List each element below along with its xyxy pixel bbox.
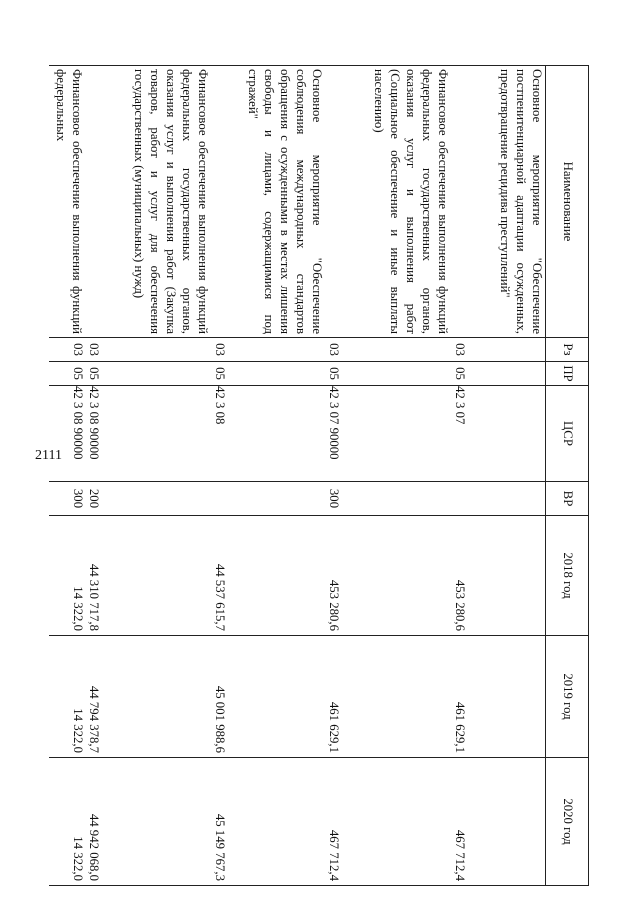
header-rz: Рз (546, 338, 589, 362)
row-2019: 461 629,1 (325, 636, 451, 758)
row-vr (211, 482, 325, 516)
row-pr: 05 (451, 362, 546, 386)
header-2018: 2018 год (546, 516, 589, 636)
row-name: Финансовое обеспечение выполнения функций федеральных (49, 66, 85, 338)
table-row (211, 66, 325, 886)
header-2020: 2020 год (546, 758, 589, 886)
row-2020: 14 322,0 (49, 758, 85, 886)
row-2018: 44 310 717,8 (85, 516, 211, 636)
row-csr: 42 3 07 90000 (325, 386, 451, 482)
budget-table-rotated (54, 65, 589, 885)
row-rz: 03 (451, 338, 546, 362)
row-name: Основное мероприятие "Обеспечение соблюдения международных стандартов обращения с осужденными в местах лишения свободы и лицами, содержащимися под стражей" (211, 66, 325, 338)
row-2020: 44 942 068,0 (85, 758, 211, 886)
row-2018: 14 322,0 (49, 516, 85, 636)
row-vr: 300 (325, 482, 451, 516)
row-rz: 03 (85, 338, 211, 362)
row-2019: 461 629,1 (451, 636, 546, 758)
row-vr (451, 482, 546, 516)
table-row (85, 66, 211, 886)
header-pr: ПР (546, 362, 589, 386)
row-csr: 42 3 08 (211, 386, 325, 482)
row-rz: 03 (49, 338, 85, 362)
row-csr: 42 3 07 (451, 386, 546, 482)
table-row (49, 66, 85, 886)
page-number: 2111 (35, 448, 62, 463)
row-2018: 453 280,6 (325, 516, 451, 636)
row-name: Финансовое обеспечение выполнения функций федеральных государственных органов, оказания услуг и выполнения работ (Закупка товаров, работ и услуг для обеспечения государственных (муниципальных) нужд) (85, 66, 211, 338)
table-row (325, 66, 451, 886)
row-csr: 42 3 08 90000 (49, 386, 85, 482)
row-vr: 200 (85, 482, 211, 516)
row-2018: 44 537 615,7 (211, 516, 325, 636)
row-2020: 467 712,4 (325, 758, 451, 886)
header-csr: ЦСР (546, 386, 589, 482)
row-rz: 03 (325, 338, 451, 362)
header-name: Наименование (546, 66, 589, 338)
row-name: Основное мероприятие "Обеспечение постпенитенциарной адаптации осужденных, предотвращение рецидива преступлений" (451, 66, 546, 338)
row-2018: 453 280,6 (451, 516, 546, 636)
row-pr: 05 (85, 362, 211, 386)
row-csr: 42 3 08 90000 (85, 386, 211, 482)
row-pr: 05 (325, 362, 451, 386)
row-pr: 05 (49, 362, 85, 386)
budget-table (49, 65, 589, 886)
row-rz: 03 (211, 338, 325, 362)
row-name: Финансовое обеспечение выполнения функций федеральных государственных органов, оказания услуг и выполнения работ (Социальное обеспечение и иные выплаты населению) (325, 66, 451, 338)
row-pr: 05 (211, 362, 325, 386)
row-vr: 300 (49, 482, 85, 516)
row-2020: 467 712,4 (451, 758, 546, 886)
table-header-row (546, 66, 589, 886)
row-2020: 45 149 767,3 (211, 758, 325, 886)
header-vr: ВР (546, 482, 589, 516)
row-2019: 45 001 988,6 (211, 636, 325, 758)
row-2019: 14 322,0 (49, 636, 85, 758)
table-row (451, 66, 546, 886)
row-2019: 44 794 378,7 (85, 636, 211, 758)
header-2019: 2019 год (546, 636, 589, 758)
